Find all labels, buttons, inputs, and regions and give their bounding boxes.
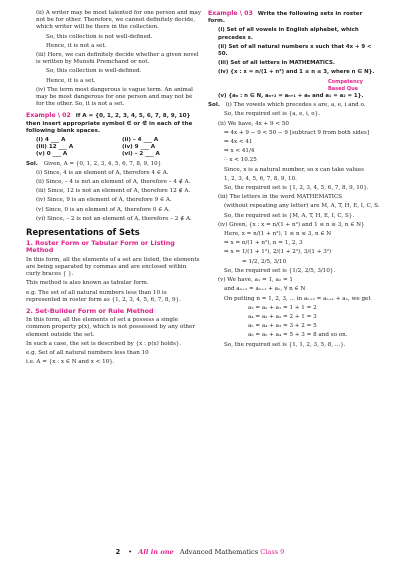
part: (ii) – 4 ___ A (122, 137, 159, 144)
sol-line: a₄ = a₃ + a₂ = 2 + 1 = 3 (248, 313, 317, 320)
part: (i) 4 ___ A (36, 137, 66, 144)
sol-line: Since, x is a natural number, so x can take values (224, 166, 365, 173)
part: (iv) 9 ___ A (122, 144, 156, 151)
sol-line: = 1/2, 2/5, 3/10 (242, 258, 287, 265)
section-title: Representations of Sets (26, 227, 140, 238)
roster-eg: e.g. The set of all natural numbers less than 10 is represented in roster form as {1, 2, 3, 4, 5, 6, 7, 8, 9}. (26, 289, 181, 303)
sol-intro: Given, A = {0, 1, 2, 3, 4, 5, 6, 7, 8, 9, 10} (43, 160, 162, 167)
sol-line: ⇒ x = 1/(1 + 1²), 2/(1 + 2²), 3/(1 + 3²) (224, 249, 332, 256)
sol-line: a₆ = a₅ + a₄ = 5 + 3 = 8 and so on. (248, 332, 348, 339)
example-parts (26, 137, 202, 159)
text-line: (iv) The term most dangerous is vague term. An animal may be most dangerous for one person and may not be for the other. So, it is not a set. (36, 86, 193, 108)
sol-line: a₅ = a₄ + a₃ = 3 + 2 = 5 (248, 323, 317, 330)
example-03 (208, 10, 380, 100)
builder-case: In such a case, the set is described by {x : p(x) holds}. (26, 340, 182, 347)
sol-line: ⇒ x = n/(1 + n²), n = 1, 2, 3 (224, 240, 303, 247)
text-line: Hence, it is a set. (46, 77, 96, 84)
sol-line: ⇒ 4x + 9 − 9 < 50 − 9 [subtract 9 from both sides] (224, 129, 370, 136)
part: (v) {aₙ : n ∈ N, aₙ₊₂ = aₙ₊₁ + aₙ and a₁ = a₂ = 1}. (218, 93, 364, 100)
sol-line: (iv) Given, {x : x = n/(1 + n²) and 1 ≤ n ≤ 3, n ∈ N} (218, 221, 365, 228)
sol-label: Sol. (208, 102, 220, 109)
sol-line: (iii) The letters in the word MATHEMATICS (218, 194, 343, 201)
footer-bullet: • (128, 548, 133, 556)
text-line: So, this collection is not well-defined. (46, 33, 153, 40)
sol-line: (i) The vowels which precedes s are, a, e, i and o. (225, 102, 366, 109)
left-top-items (26, 10, 202, 108)
example-question: If A = {0, 1, 2, 3, 4, 5, 6, 7, 8, 9, 10} then insert appropriate symbol ∈ or ∉ in each of the following blank spaces. (26, 113, 193, 134)
page-number: 2 (115, 548, 121, 556)
sol-line: (ii) We have, 4x + 9 < 50 (218, 120, 289, 127)
solution-03 (208, 102, 380, 348)
sol-line: 1, 2, 3, 4, 5, 6, 7, 8, 9, 10. (224, 175, 297, 182)
text-line: (iii) Here, we can definitely decide whether a given novel is written by Munshi Premchand or not. (36, 52, 199, 66)
roster-known: This method is also known as tabular form. (26, 280, 149, 287)
sol-line: ∴ x < 10.25 (224, 157, 257, 164)
sol-items (26, 170, 202, 223)
sol-line: So, the required set is {1, 2, 3, 4, 5, 6, 7, 8, 9, 10}. (224, 185, 369, 192)
right-column (208, 10, 380, 351)
part: (iv) {x : x = n/(1 + n²) and 1 ≤ n ≤ 3, where n ∈ N}. (218, 69, 375, 76)
representation-section (26, 229, 202, 366)
part: (iii) Set of all letters in MATHEMATICS. (218, 60, 335, 67)
sol-line: and aₙ₊₂ = aₙ₊₁ + aₙ, ∀ n ∈ N (224, 286, 306, 293)
builder-title: 2. Set-Builder Form or Rule Method (26, 306, 154, 315)
sol-line: So, the required set is {M, A, T, H, E, I, C, S}. (224, 212, 355, 219)
text-line: So, this collection is well-defined. (46, 68, 142, 75)
brand-logo: All in one (138, 548, 174, 556)
sol-line: ⇒ 4x < 41 (224, 139, 253, 146)
sol-line: Here, x = n/(1 + n²), 1 ≤ n ≤ 3, n ∈ N (224, 231, 332, 238)
sol-item: (vi) Since, – 2 is not an element of A, therefore – 2 ∉ A. (36, 215, 192, 222)
sol-line: So, the required set is {a, e, i, o}. (224, 111, 321, 118)
sol-line: (without repeating any letter) are M, A, T, H, E, I, C, S. (224, 203, 380, 210)
sol-item: (v) Since, 0 is an element of A, therefore 0 ∈ A. (36, 206, 170, 213)
builder-ie: i.e. A = {x : x ∈ N and x < 10}. (26, 359, 115, 366)
roster-title: 1. Roster Form or Tabular Form or Listing Method (26, 239, 175, 255)
part: (v) 0 ___ A (36, 151, 68, 158)
sol-line: On putting n = 1, 2, 3, ... in aₙ₊₂ = aₙ₊₁ + aₙ, we get (224, 295, 371, 302)
sol-line: a₃ = a₂ + a₁ = 1 + 1 = 2 (248, 304, 317, 311)
text-line: (ii) A writer may be most talented for one person and may not be for other. Therefore, we cannot definitely decide, which writer will be there in the collection. (36, 10, 202, 31)
example-label: Example \ 03 (208, 10, 253, 17)
roster-text: In this form, all the elements of a set are listed, the elements are being separated by commas and are enclosed within curly braces { }. (26, 256, 200, 278)
sol-line: So, the required set is {1, 1, 2, 3, 5, 8, ...}. (224, 341, 346, 348)
builder-eg: e.g. Set of all natural numbers less than 10 (26, 349, 149, 356)
competency-badge: Competency Based Que (328, 78, 363, 92)
part: (iii) 12 ___ A (36, 144, 74, 151)
sol-line: ⇒ x < 41/4 (224, 148, 255, 155)
part: (vi) – 2 ___ A (122, 151, 160, 158)
sol-line: So, the required set is {1/2, 2/5, 3/10}. (224, 267, 336, 274)
example-label: Example \ 02 (26, 112, 71, 120)
sol-line: (v) We have, a₁ = 1, a₂ = 1 (218, 277, 293, 284)
sol-label: Sol. (26, 160, 38, 167)
left-column (26, 10, 202, 368)
sol-item: (i) Since, 4 is an element of A, therefore 4 ∈ A. (36, 169, 169, 176)
part: (i) Set of all vowels in English alphabet, which precedes s. (218, 27, 359, 41)
example-question: Write the following sets in roster form. (208, 11, 363, 25)
page-footer (0, 548, 400, 556)
text-line: Hence, it is not a set. (46, 42, 107, 49)
builder-text: In this form, all the elements of set a possess a single common property p(x), which is not possessed by any other element outside the set. (26, 317, 196, 338)
sol-item: (ii) Since, – 4 is not an element of A, therefore – 4 ∉ A. (36, 179, 191, 186)
class-label: Class 9 (260, 548, 285, 556)
part: (ii) Set of all natural numbers x such that 4x + 9 < 50. (218, 43, 372, 58)
book-title: Advanced Mathematics (179, 548, 259, 556)
sol-item: (iv) Since, 9 is an element of A, therefore 9 ∈ A. (36, 197, 172, 204)
example-02 (26, 112, 202, 223)
example-parts (208, 27, 380, 100)
sol-item: (iii) Since, 12 is not an element of A, therefore 12 ∉ A. (36, 188, 191, 195)
